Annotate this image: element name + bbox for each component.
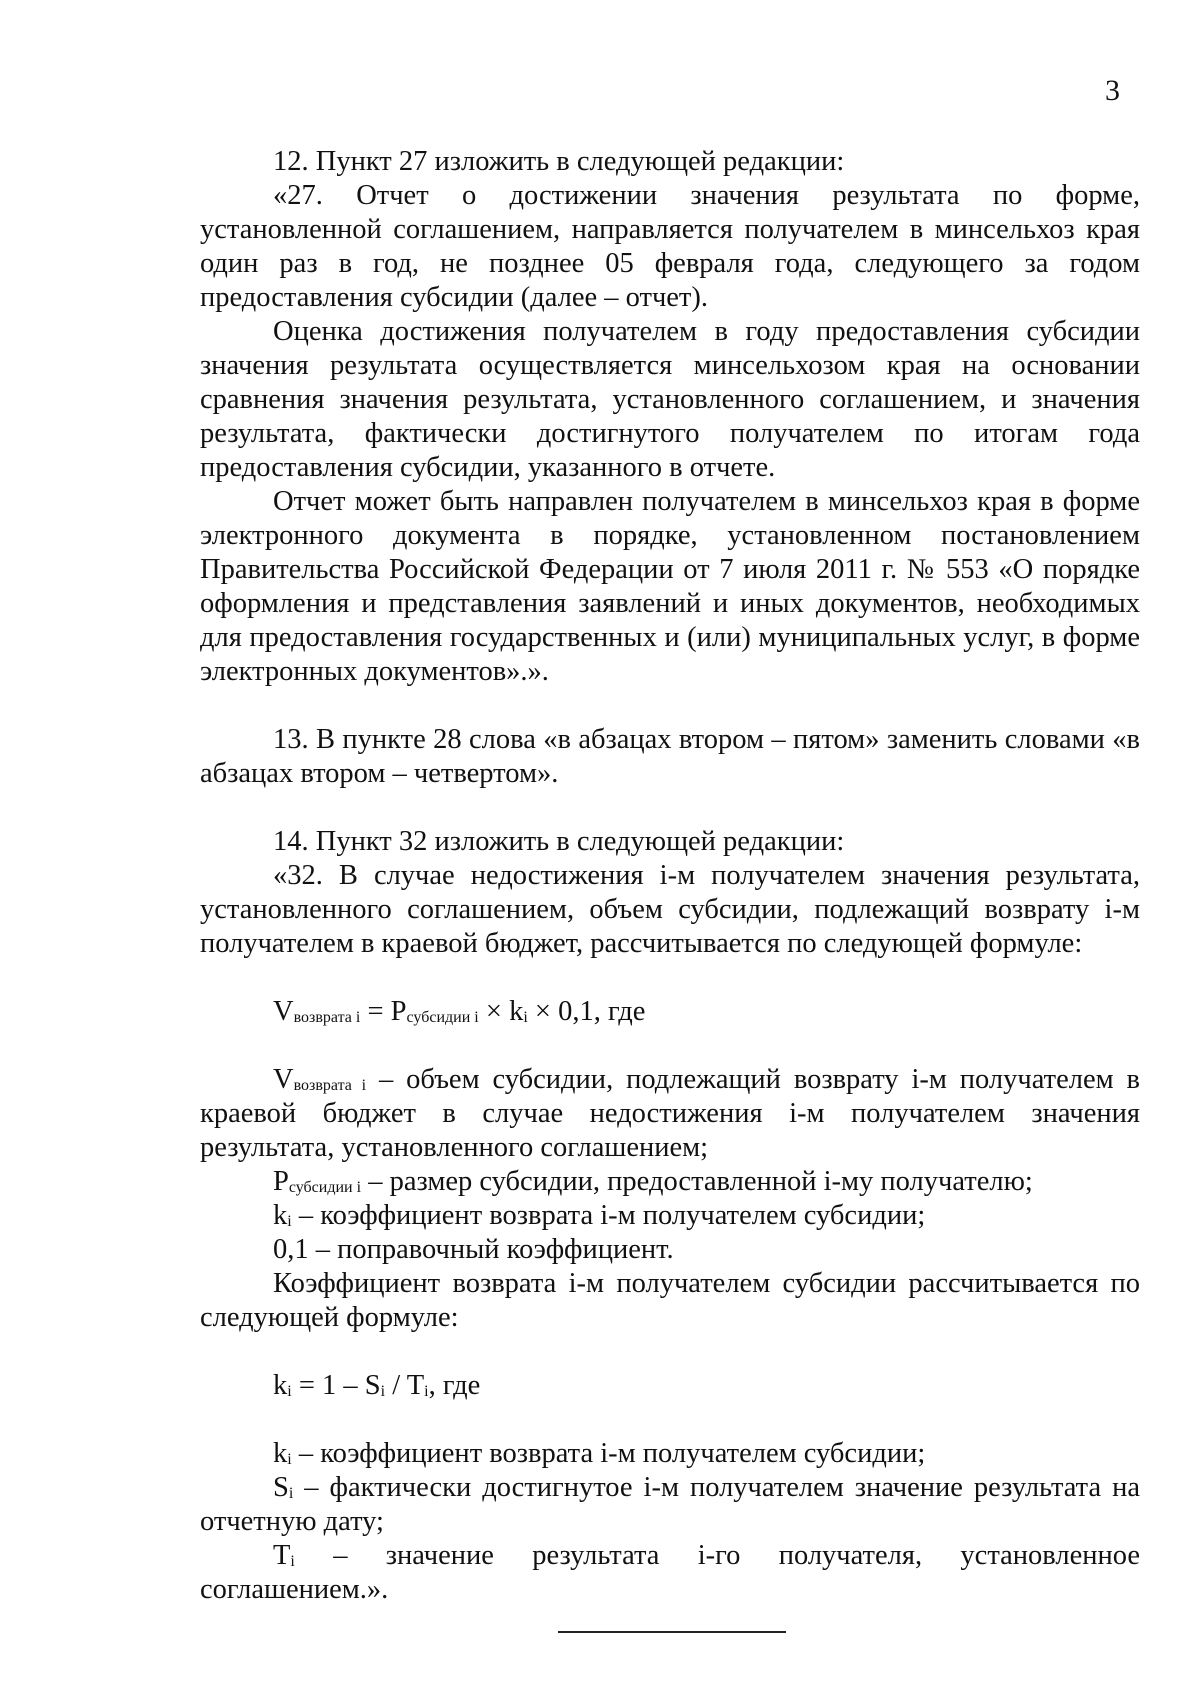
definition-s-subscript: i bbox=[288, 1485, 294, 1502]
definition-s-actual bbox=[200, 1471, 1140, 1539]
page-number: 3 bbox=[1105, 74, 1120, 107]
formula-p-subscript: субсидии i bbox=[406, 1009, 479, 1026]
formula-multiply: × bbox=[478, 996, 510, 1027]
definition-k-symbol: k bbox=[273, 1200, 288, 1231]
formula2-middle: = 1 – S bbox=[291, 1370, 381, 1401]
formula2-t-subscript: i bbox=[424, 1383, 429, 1400]
definition-p-subscript: субсидии i bbox=[288, 1179, 362, 1196]
definition-s-symbol: S bbox=[273, 1472, 289, 1503]
formula-k-symbol: k bbox=[509, 996, 524, 1027]
item-12-intro: 12. Пункт 27 изложить в следующей редакции: bbox=[273, 146, 845, 177]
definition-s-text: – фактически достигнутое i-м получателем значение результата на отчетную дату; bbox=[200, 1472, 1140, 1537]
definition-k-coefficient-repeat bbox=[200, 1437, 1140, 1471]
definition-t-text: – значение результата i-го получателя, установленное соглашением.». bbox=[200, 1540, 1140, 1605]
definition-t-subscript: i bbox=[290, 1553, 295, 1570]
formula-v-subscript: возврата i bbox=[293, 1009, 361, 1026]
formula2-k-symbol: k bbox=[273, 1370, 288, 1401]
definition-t-symbol: T bbox=[273, 1540, 291, 1571]
formula-v-symbol: V bbox=[273, 996, 294, 1027]
end-of-document-rule bbox=[558, 1631, 786, 1633]
formula2-rest: , где bbox=[428, 1370, 481, 1401]
definition-k2-symbol: k bbox=[273, 1438, 288, 1469]
item-14-paragraph-32: «32. В случае недостижения i-м получателем значения результата, установленного соглашением, объем субсидии, подлежащий возврату i-м получателем в краевой бюджет, рассчитывается по следующей формуле: bbox=[200, 860, 1140, 959]
formula-rest: × 0,1, где bbox=[527, 996, 646, 1027]
item-13-paragraph: 13. В пункте 28 слова «в абзацах втором – пятом» заменить словами «в абзацах втором – четвертом». bbox=[200, 724, 1140, 789]
definition-k2-subscript: i bbox=[287, 1451, 292, 1468]
formula2-slash-t: / T bbox=[385, 1370, 425, 1401]
formula2-s-subscript: i bbox=[380, 1383, 386, 1400]
formula-p-symbol: P bbox=[390, 996, 407, 1027]
definition-v-symbol: V bbox=[273, 1064, 294, 1095]
definition-p-subsidy bbox=[200, 1165, 1140, 1199]
item-12-electronic-report-paragraph: Отчет может быть направлен получателем в минсельхоз края в форме электронного документа в порядке, установленном постановлением Правительства Российской Федерации от 7 июля 2011 г. № 553 «О порядке оформления и представления заявлений и иных документов, необходимых для предоставления государственных и (или) муниципальных услуг, в форме электронных документов».». bbox=[200, 486, 1140, 687]
formula-equals: = bbox=[360, 996, 391, 1027]
formula2-k-subscript: i bbox=[287, 1383, 292, 1400]
definition-p-symbol: P bbox=[273, 1166, 289, 1197]
definition-v-subscript: возврата i bbox=[293, 1077, 367, 1094]
definition-k-subscript: i bbox=[287, 1213, 292, 1230]
definition-correction-coefficient: 0,1 – поправочный коэффициент. bbox=[273, 1234, 674, 1265]
item-12-paragraph-27: «27. Отчет о достижении значения результата по форме, установленной соглашением, направляется получателем в минсельхоз края один раз в год, не позднее 05 февраля года, следующего за годом предоставления субсидии (далее – отчет). bbox=[200, 180, 1140, 313]
coefficient-formula bbox=[200, 1369, 1140, 1403]
return-volume-formula bbox=[200, 995, 1140, 1029]
definition-v-text: – объем субсидии, подлежащий возврату i-м получателем в краевой бюджет в случае недостижения i-м получателем значения результата, установленного соглашением; bbox=[200, 1064, 1140, 1163]
definition-t-target bbox=[200, 1539, 1140, 1607]
definition-k-text: – коэффициент возврата i-м получателем субсидии; bbox=[291, 1200, 926, 1231]
definition-k-coefficient bbox=[200, 1199, 1140, 1233]
coefficient-formula-intro: Коэффициент возврата i-м получателем субсидии рассчитывается по следующей формуле: bbox=[200, 1268, 1140, 1333]
document-body bbox=[200, 145, 1140, 1607]
definition-k2-text: – коэффициент возврата i-м получателем субсидии; bbox=[291, 1438, 926, 1469]
item-12-evaluation-paragraph: Оценка достижения получателем в году предоставления субсидии значения результата осуществляется минсельхозом края на основании сравнения значения результата, установленного соглашением, и значения результата, фактически достигнутого получателем по итогам года предоставления субсидии, указанного в отчете. bbox=[200, 316, 1140, 483]
formula-k-subscript: i bbox=[523, 1009, 528, 1026]
definition-v-return bbox=[200, 1063, 1140, 1165]
item-14-intro: 14. Пункт 32 изложить в следующей редакции: bbox=[273, 826, 845, 857]
definition-p-text: – размер субсидии, предоставленной i-му получателю; bbox=[361, 1166, 1033, 1197]
